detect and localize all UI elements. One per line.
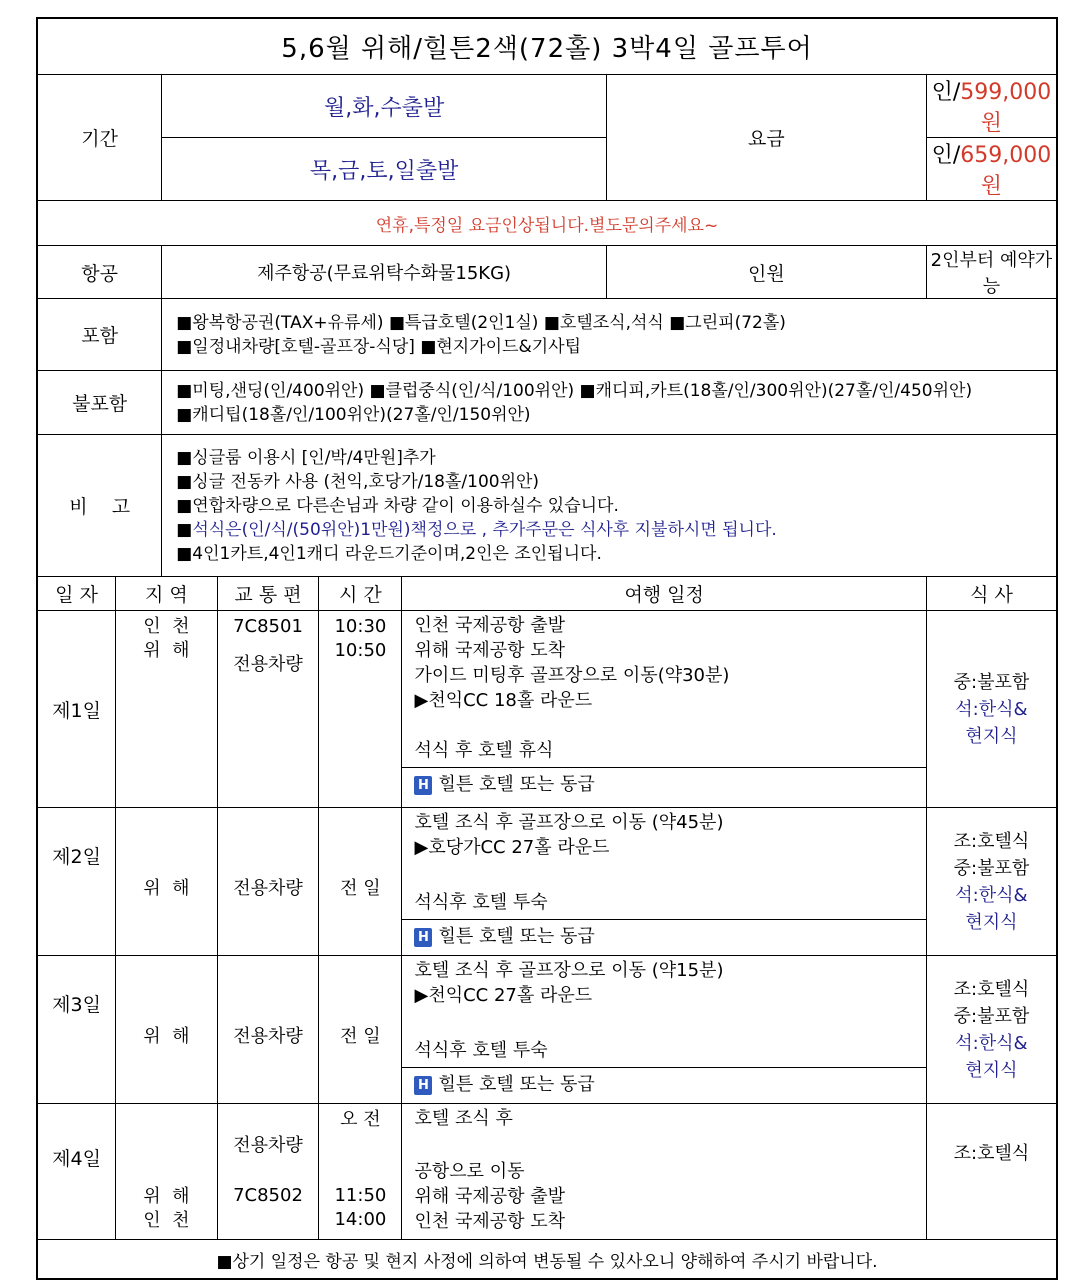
day-label: 제3일: [37, 956, 116, 1104]
footer-note: ■상기 일정은 항공 및 현지 사정에 의하여 변동될 수 있사오니 양해하여 주시기 바랍니다.: [37, 1240, 1057, 1280]
people-value: 2인부터 예약가능: [926, 246, 1057, 299]
meal-cell: 중:불포함 석:한식& 현지식: [926, 611, 1057, 808]
remarks-label: 비 고: [37, 435, 162, 577]
day-label: 제4일: [37, 1104, 116, 1240]
transport-cell: 전용차량 7C8502: [217, 1104, 319, 1240]
departure-days-2: 목,금,토,일출발: [162, 138, 607, 201]
schedule-header: [37, 577, 1057, 611]
hotel-line: H 힐튼 호텔 또는 동급: [402, 1067, 925, 1103]
remarks-list: [162, 435, 1057, 577]
excluded-line-2: ■캐디팁(18홀/인/100위안)(27홀/인/150위안): [176, 404, 531, 425]
included-label: 포함: [37, 299, 162, 371]
remarks-line-3: ■연합차량으로 다른손님과 차량 같이 이용하실수 있습니다.: [176, 495, 619, 516]
transport-cell: 전용차량: [217, 808, 319, 956]
header-day: 일 자: [37, 577, 116, 611]
departure-days-1: 월,화,수출발: [162, 75, 607, 138]
schedule-row-day4: [37, 1104, 1057, 1240]
remarks-line-1: ■싱글룸 이용시 [인/박/4만원]추가: [176, 447, 436, 468]
itinerary-text: 호텔 조식 후 공항으로 이동 위해 국제공항 출발 인천 국제공항 도착: [414, 1108, 566, 1232]
itinerary-text: 호텔 조식 후 골프장으로 이동 (약15분) ▶천익CC 27홀 라운드 석식후 호텔 투숙: [414, 960, 724, 1061]
included-list: [162, 299, 1057, 371]
remarks-line-5: ■4인1카트,4인1캐디 라운드기준이며,2인은 조인됩니다.: [176, 543, 602, 564]
remarks-line-2: ■싱글 전동카 사용 (천익,호당가/18홀/100위안): [176, 471, 540, 492]
excluded-list: [162, 371, 1057, 435]
price-2-value: 659,000원: [960, 143, 1052, 199]
header-itinerary: 여행 일정: [402, 577, 926, 611]
price-2-prefix: 인/: [931, 143, 961, 168]
header-meal: 식 사: [926, 577, 1057, 611]
itinerary-cell: [402, 611, 926, 808]
excluded-line-1: ■미팅,샌딩(인/400위안) ■클럽중식(인/식/100위안) ■캐디피,카트(18홀/인/300위안)(27홀/인/450위안): [176, 380, 973, 401]
tour-table: [36, 17, 1058, 1280]
schedule-row-day3: [37, 956, 1057, 1104]
hotel-line: H 힐튼 호텔 또는 동급: [402, 767, 925, 807]
transport-cell: 전용차량: [217, 956, 319, 1104]
itinerary-text: 호텔 조식 후 골프장으로 이동 (약45분) ▶호당가CC 27홀 라운드 석식후 호텔 투숙: [414, 812, 724, 913]
excluded-label: 불포함: [37, 371, 162, 435]
region-cell: 위 해: [116, 956, 218, 1104]
itinerary-cell: [402, 1104, 926, 1240]
hotel-icon: H: [414, 776, 432, 795]
period-label: 기간: [37, 75, 162, 201]
price-2: [926, 138, 1057, 201]
hotel-icon: H: [414, 928, 432, 947]
header-time: 시 간: [319, 577, 402, 611]
hotel-icon: H: [414, 1076, 432, 1095]
day-label: 제2일: [37, 808, 116, 956]
time-cell: 전 일: [319, 956, 402, 1104]
itinerary-text: 인천 국제공항 출발 위해 국제공항 도착 가이드 미팅후 골프장으로 이동(약30분) ▶천익CC 18홀 라운드 석식 후 호텔 휴식: [414, 615, 730, 761]
time-cell: 오 전 11:50 14:00: [319, 1104, 402, 1240]
day-label: 제1일: [37, 611, 116, 808]
price-1: [926, 75, 1057, 138]
schedule-row-day1: [37, 611, 1057, 808]
region-cell: 위 해 인 천: [116, 1104, 218, 1240]
people-label: 인원: [606, 246, 926, 299]
tour-sheet: [36, 17, 1058, 1280]
price-1-prefix: 인/: [931, 80, 961, 105]
notice-text: 연휴,특정일 요금인상됩니다.별도문의주세요~: [37, 201, 1057, 246]
itinerary-cell: [402, 956, 926, 1104]
airline-value: 제주항공(무료위탁수화물15KG): [162, 246, 607, 299]
airline-label: 항공: [37, 246, 162, 299]
hotel-line: H 힐튼 호텔 또는 동급: [402, 919, 925, 955]
region-cell: 인 천 위 해: [116, 611, 218, 808]
header-transport: 교 통 편: [217, 577, 319, 611]
meal-cell: 조:호텔식 중:불포함 석:한식& 현지식: [926, 956, 1057, 1104]
itinerary-cell: [402, 808, 926, 956]
price-1-value: 599,000원: [960, 80, 1052, 136]
page-title: 5,6월 위해/힐튼2색(72홀) 3박4일 골프투어: [37, 18, 1057, 75]
transport-cell: 7C8501 전용차량: [217, 611, 319, 808]
remarks-line-4: ■석식은(인/식/(50위안)1만원)책정으로 , 추가주문은 식사후 지불하시면 됩니다.: [176, 519, 777, 540]
fee-label: 요금: [606, 75, 926, 201]
time-cell: 전 일: [319, 808, 402, 956]
meal-cell: 조:호텔식: [926, 1104, 1057, 1240]
included-line-2: ■일정내차량[호텔-골프장-식당] ■현지가이드&기사팁: [176, 336, 582, 357]
region-cell: 위 해: [116, 808, 218, 956]
header-region: 지 역: [116, 577, 218, 611]
meal-cell: 조:호텔식 중:불포함 석:한식& 현지식: [926, 808, 1057, 956]
included-line-1: ■왕복항공권(TAX+유류세) ■특급호텔(2인1실) ■호텔조식,석식 ■그린피(72홀): [176, 312, 786, 333]
schedule-row-day2: [37, 808, 1057, 956]
time-cell: 10:30 10:50: [319, 611, 402, 808]
